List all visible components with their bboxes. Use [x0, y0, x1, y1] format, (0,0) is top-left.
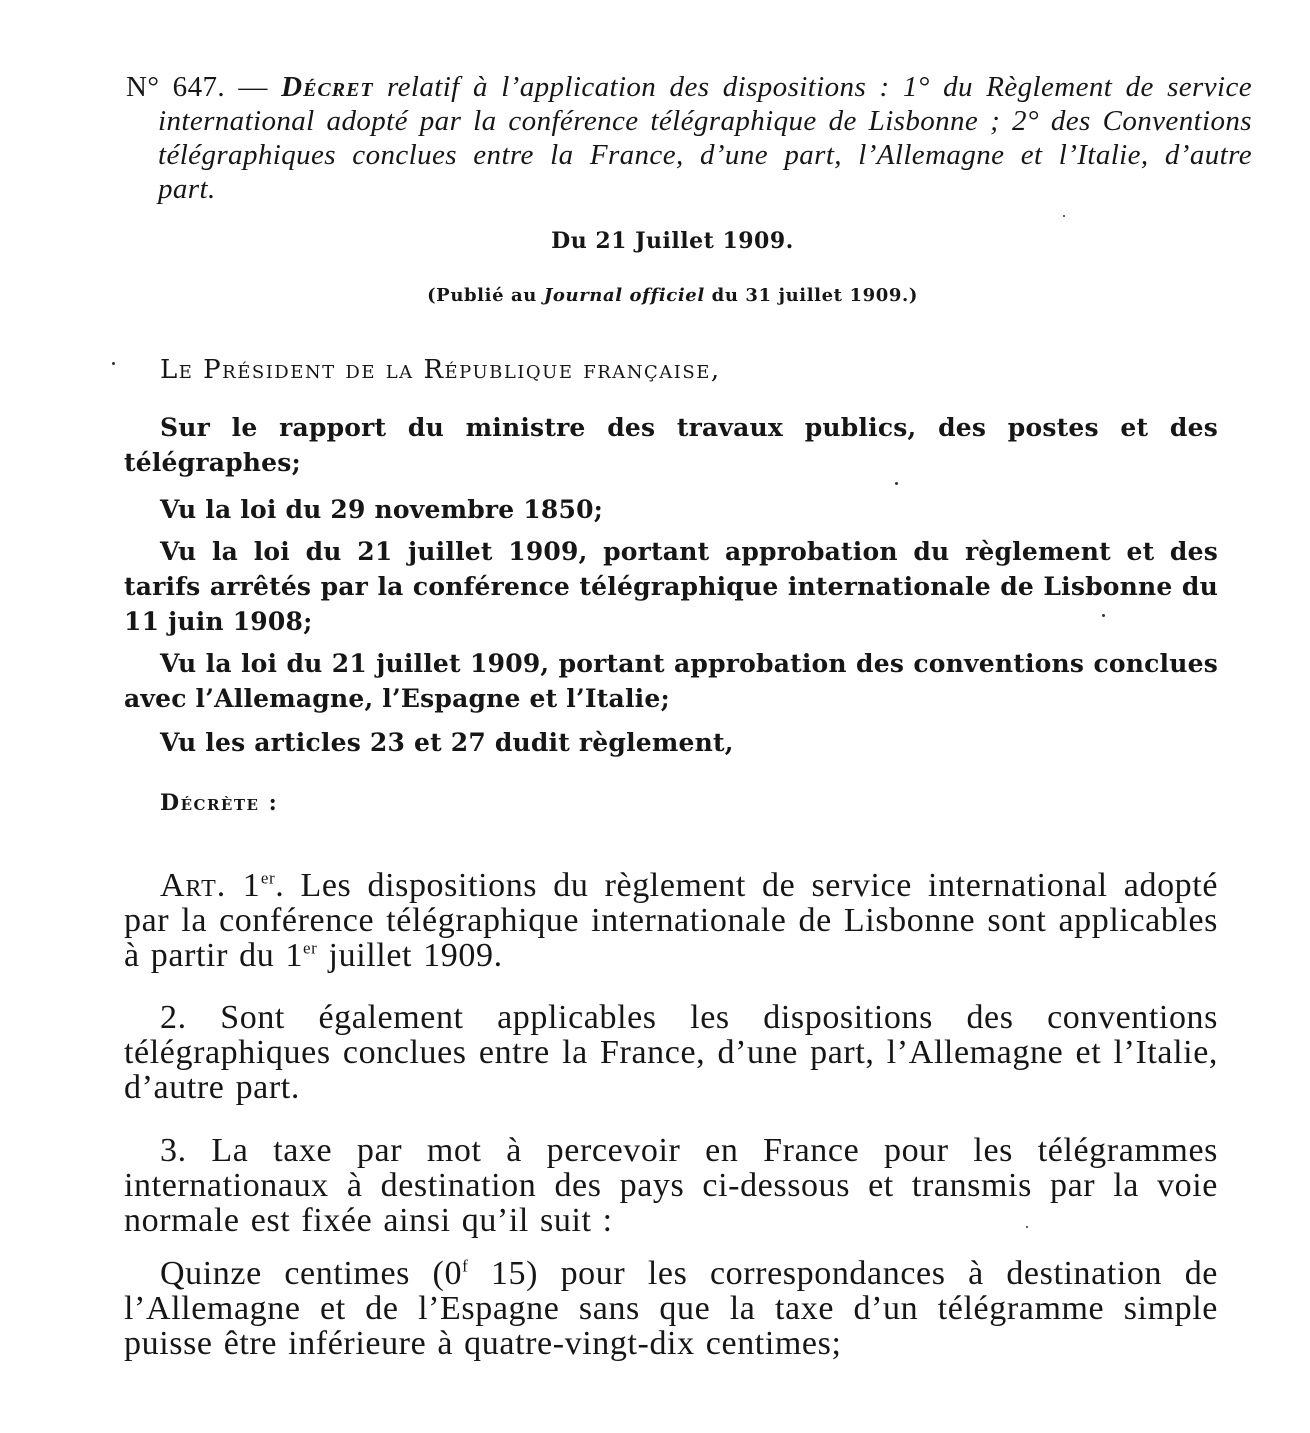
- journal-name: Journal officiel: [543, 285, 705, 306]
- publication-note: [0, 285, 1310, 306]
- article-1-text-a: . Les dispositions du règlement de service international adopté par la conférence télégraphique internationale de Lisbonne sont applicables à partir du 1: [124, 867, 1219, 974]
- article-3-quinze: [124, 1256, 1218, 1361]
- president-heading: Le Président de la République française,: [160, 355, 721, 385]
- article-2: 2. Sont également applicables les dispositions des conventions télégraphiques conclues entre la France, d’une part, l’Allemagne et l’Italie, d’autre part.: [124, 999, 1218, 1106]
- preamble-vu-4: Vu les articles 23 et 27 dudit règlement,: [160, 728, 734, 757]
- scan-speck: [1063, 215, 1065, 217]
- preamble-vu-3: Vu la loi du 21 juillet 1909, portant approbation des conventions conclues avec l’Allemagne, l’Espagne et l’Italie;: [124, 649, 1218, 713]
- article-1-sup: er: [260, 868, 276, 888]
- preamble-vu-1: Vu la loi du 29 novembre 1850;: [160, 495, 604, 524]
- decree-number: N° 647. —: [126, 71, 268, 103]
- article-1-text-b: juillet 1909.: [317, 937, 503, 974]
- decree-title: [126, 70, 1252, 206]
- decrete-heading: Décrète :: [160, 790, 279, 816]
- decree-word: Décret: [281, 71, 374, 103]
- quinze-text-a: Quinze centimes (0: [160, 1255, 463, 1292]
- decree-title-text: relatif à l’application des dispositions : 1° du Règlement de service international adopté par la conférence télégraphique de Lisbonne ; 2° des Conventions télégraphiques conclues entre la France, d’une part, l’Allemagne et l’Italie, d’autre part.: [158, 71, 1252, 205]
- article-1: [124, 868, 1218, 973]
- decree-date: Du 21 Juillet 1909.: [551, 228, 794, 254]
- scan-speck: [895, 482, 898, 485]
- quinze-sup: f: [462, 1256, 469, 1276]
- publication-open: (Publié au: [427, 285, 544, 306]
- publication-close: du 31 juillet 1909.): [704, 285, 918, 306]
- scan-speck: [112, 362, 115, 365]
- preamble-vu-2: Vu la loi du 21 juillet 1909, portant approbation du règlement et des tarifs arrêtés par la conférence télégraphique internationale de Lisbonne du 11 juin 1908;: [124, 537, 1218, 636]
- preamble-rapport: Sur le rapport du ministre des travaux publics, des postes et des télégraphes;: [124, 413, 1218, 477]
- article-1-label: Art. 1: [160, 867, 261, 904]
- quinze-text-b: 15) pour les correspondances à destination de l’Allemagne et de l’Espagne sans que la taxe d’un télégramme simple puisse être inférieure à quatre-vingt-dix centimes;: [124, 1255, 1218, 1362]
- article-1-sup-2: er: [303, 938, 318, 958]
- scan-speck: [1102, 614, 1105, 617]
- scan-speck: [1026, 1226, 1028, 1228]
- article-3: 3. La taxe par mot à percevoir en France pour les télégrammes internationaux à destination des pays ci-dessous et transmis par la voie normale est fixée ainsi qu’il suit :: [124, 1132, 1218, 1239]
